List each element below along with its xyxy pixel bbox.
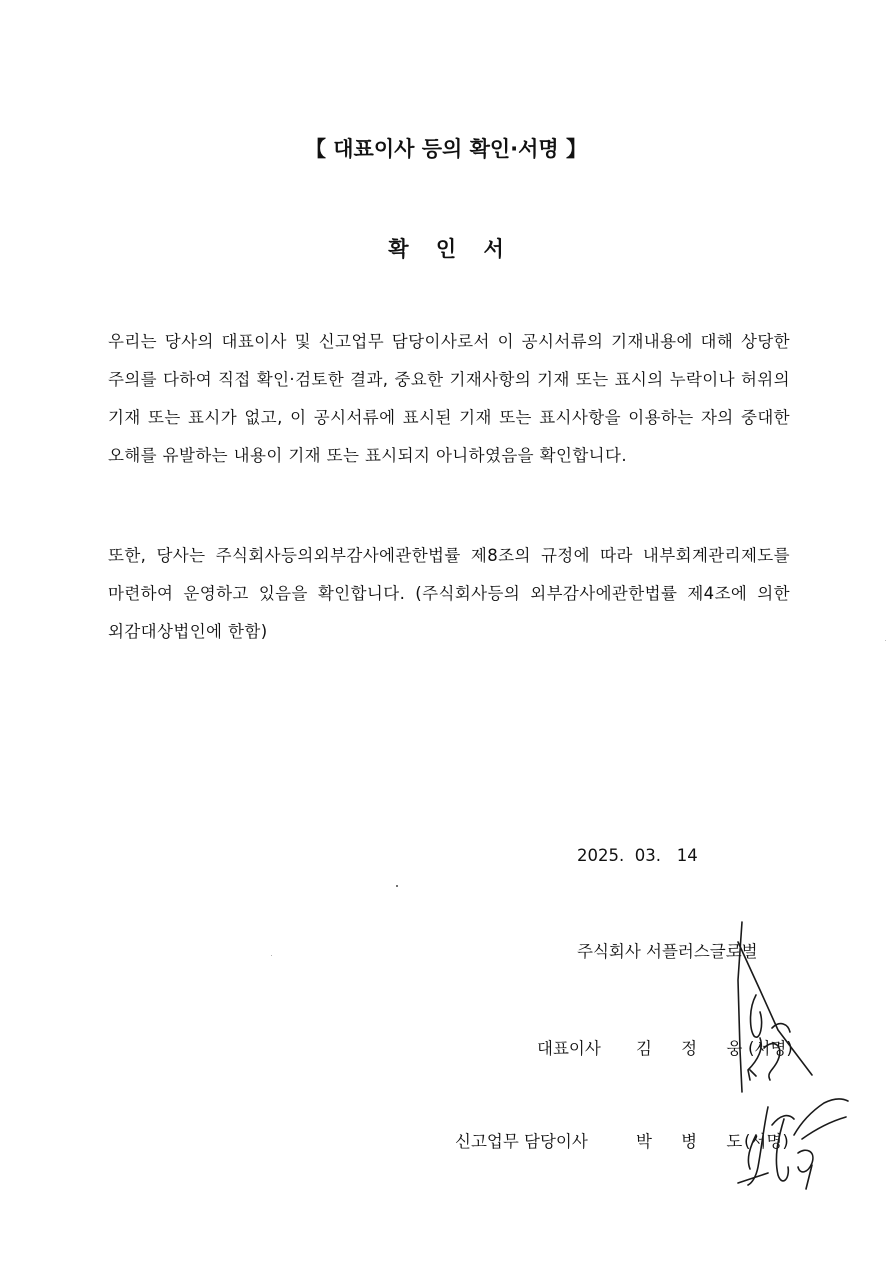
- disclosure-director-signature-row: [455, 1128, 789, 1152]
- internal-control-paragraph: 또한, 당사는 주식회사등의외부감사에관한법률 제8조의 규정에 따라 내부회계관리제도를 마련하여 운영하고 있음을 확인합니다. (주식회사등의 외부감사에관한법률 제4조에 의한 외감대상법인에 한함): [108, 546, 790, 641]
- document-title: 확 인 서: [388, 237, 514, 261]
- confirmation-paragraph: 우리는 당사의 대표이사 및 신고업무 담당이사로서 이 공시서류의 기재내용에 대해 상당한 주의를 다하여 직접 확인·검토한 결과, 중요한 기재사항의 기재 또는 표시의 누락이나 허위의 기재 또는 표시가 없고, 이 공시서류에 표시된 기재 또는 표시사항을 이용하는 자의 중대한 오해를 유발하는 내용이 기재 또는 표시되지 아니하였음을 확인합니다.: [108, 332, 790, 465]
- ceo-name: 김 정 웅: [636, 1039, 755, 1058]
- ceo-title: 대표이사: [537, 1039, 601, 1058]
- section-heading: 【 대표이사 등의 확인·서명 】: [304, 137, 588, 161]
- document-date: 2025. 03. 14: [577, 846, 698, 865]
- disclosure-director-title: 신고업무 담당이사: [455, 1132, 588, 1151]
- ceo-sign-mark: (서명): [748, 1039, 793, 1058]
- scan-speck: [885, 640, 886, 641]
- scan-speck: [396, 885, 398, 887]
- disclosure-director-sign-mark: (서명): [744, 1132, 789, 1151]
- ceo-signature-row: [537, 1035, 793, 1059]
- disclosure-director-name: 박 병 도: [636, 1132, 755, 1151]
- company-name: 주식회사 서플러스글로벌: [577, 942, 758, 961]
- scan-speck: [271, 955, 272, 956]
